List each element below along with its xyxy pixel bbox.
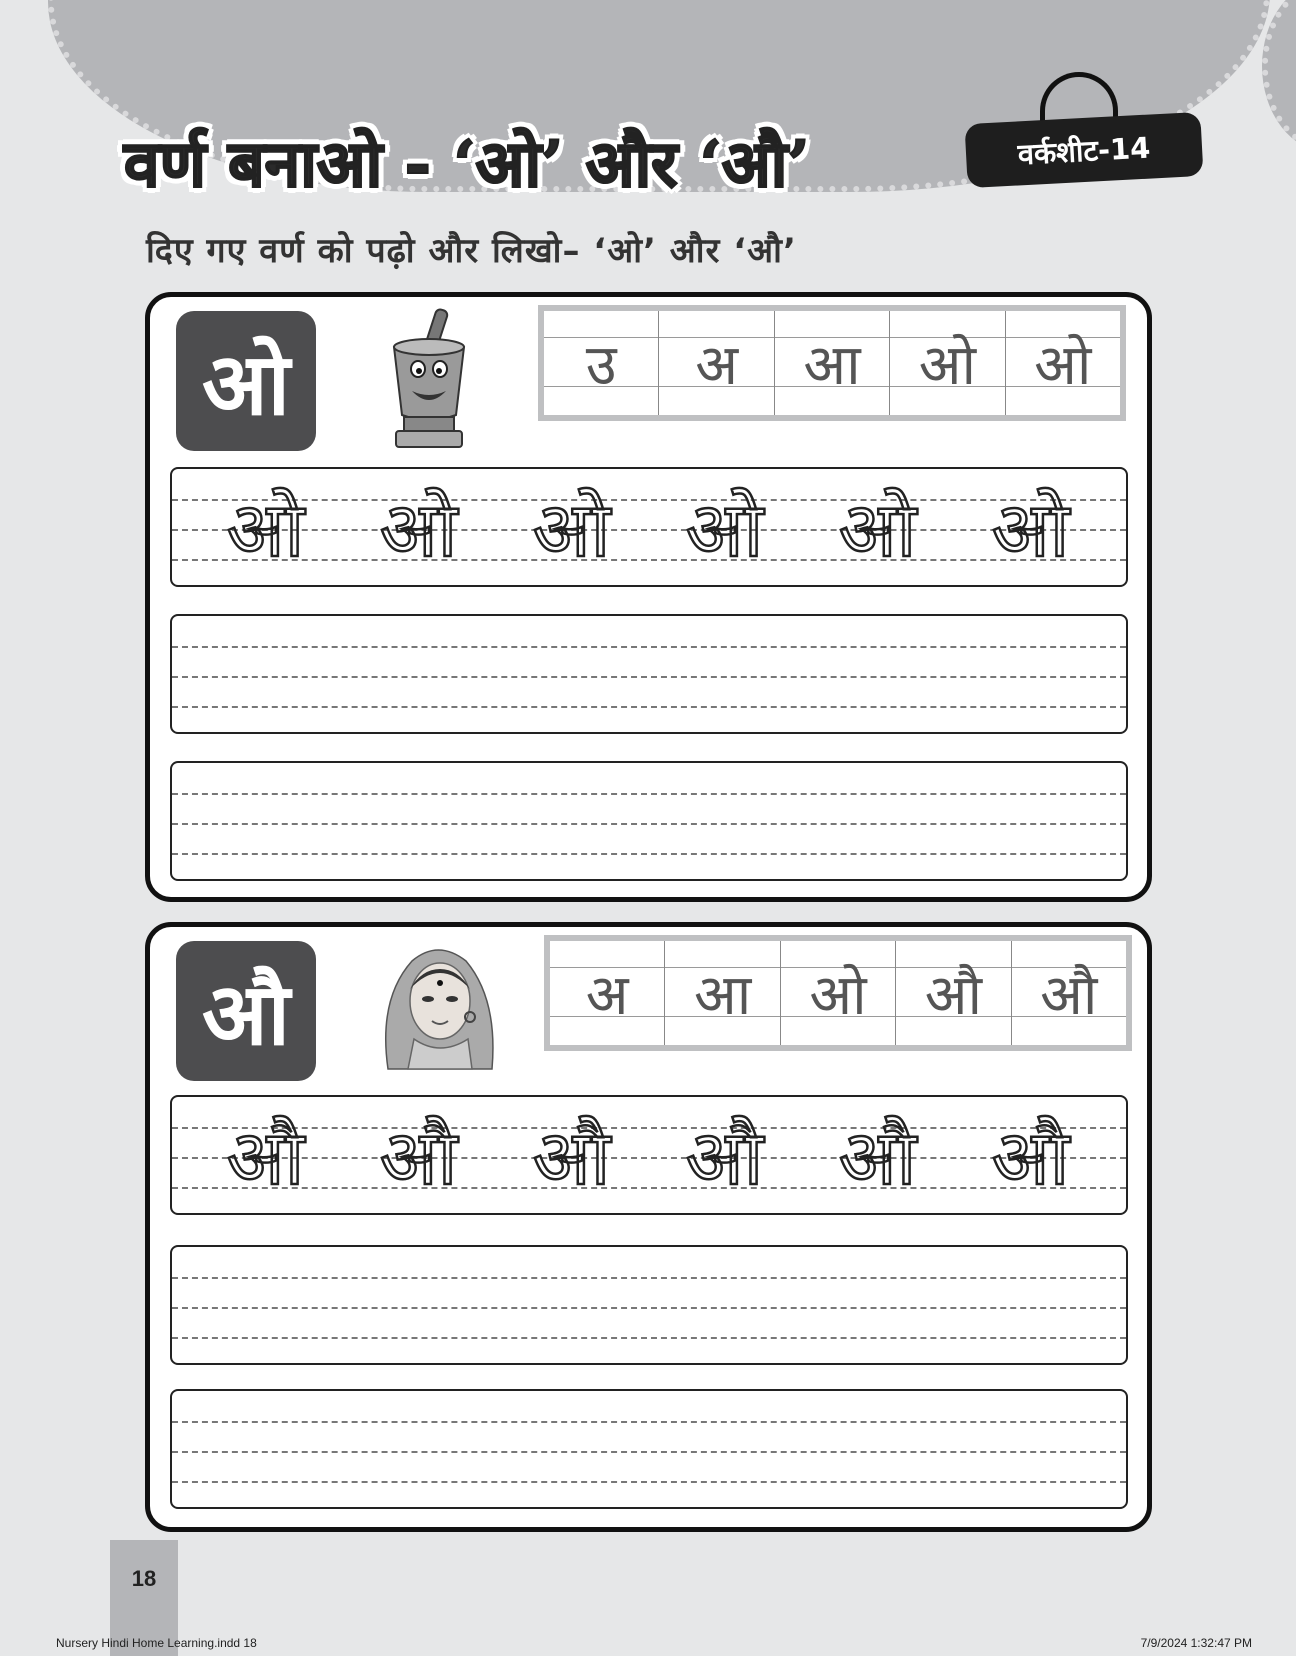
- trace-letter: ओ: [685, 485, 766, 574]
- letter-tile-o: ओ: [176, 311, 316, 451]
- trace-line-box: [170, 467, 1128, 587]
- stroke-step: आ: [775, 311, 890, 415]
- trace-letter: ओ: [379, 485, 460, 574]
- stroke-step: ओ: [890, 311, 1005, 415]
- mortar-pestle-illustration: [386, 307, 472, 453]
- trace-letter: ओ: [838, 485, 919, 574]
- letter-panel-au: [145, 922, 1152, 1532]
- trace-letter: औ: [532, 1113, 613, 1202]
- trace-letter: औ: [838, 1113, 919, 1202]
- stroke-step: अ: [659, 311, 774, 415]
- stroke-step: अ: [550, 941, 665, 1045]
- print-timestamp: 7/9/2024 1:32:47 PM: [1140, 1636, 1252, 1650]
- trace-letter: ओ: [532, 485, 613, 574]
- header-cloud-decoration-right: [1262, 0, 1296, 152]
- stroke-step: ओ: [781, 941, 896, 1045]
- page-number: 18: [131, 1566, 157, 1591]
- worksheet-title: वर्ण बनाओ - ‘ओ’ और ‘औ’: [124, 127, 810, 202]
- trace-letter: औ: [226, 1113, 307, 1202]
- writing-line-box[interactable]: [170, 1389, 1128, 1509]
- writing-line-box[interactable]: [170, 614, 1128, 734]
- trace-letter: औ: [991, 1113, 1072, 1202]
- letter-panel-o: [145, 292, 1152, 902]
- trace-letter: ओ: [226, 485, 307, 574]
- file-info: Nursery Hindi Home Learning.indd 18: [56, 1636, 257, 1650]
- writing-line-box[interactable]: [170, 761, 1128, 881]
- stroke-order-guide-o: [538, 305, 1126, 421]
- trace-letter: औ: [379, 1113, 460, 1202]
- stroke-step: औ: [1040, 963, 1098, 1028]
- stroke-step: ओ: [1034, 333, 1092, 398]
- writing-line-box[interactable]: [170, 1245, 1128, 1365]
- letter-tile-au: औ: [176, 941, 316, 1081]
- stroke-step: उ: [544, 311, 659, 415]
- trace-line-box: [170, 1095, 1128, 1215]
- worksheet-tag: वर्कशीट-14: [964, 112, 1203, 188]
- trace-letter: औ: [685, 1113, 766, 1202]
- stroke-order-guide-au: [544, 935, 1132, 1051]
- stroke-step: औ: [896, 941, 1011, 1045]
- instruction-text: दिए गए वर्ण को पढ़ो और लिखो– ‘ओ’ और ‘औ’: [146, 231, 797, 271]
- trace-letter: ओ: [991, 485, 1072, 574]
- stroke-step: आ: [665, 941, 780, 1045]
- woman-illustration: [368, 939, 506, 1079]
